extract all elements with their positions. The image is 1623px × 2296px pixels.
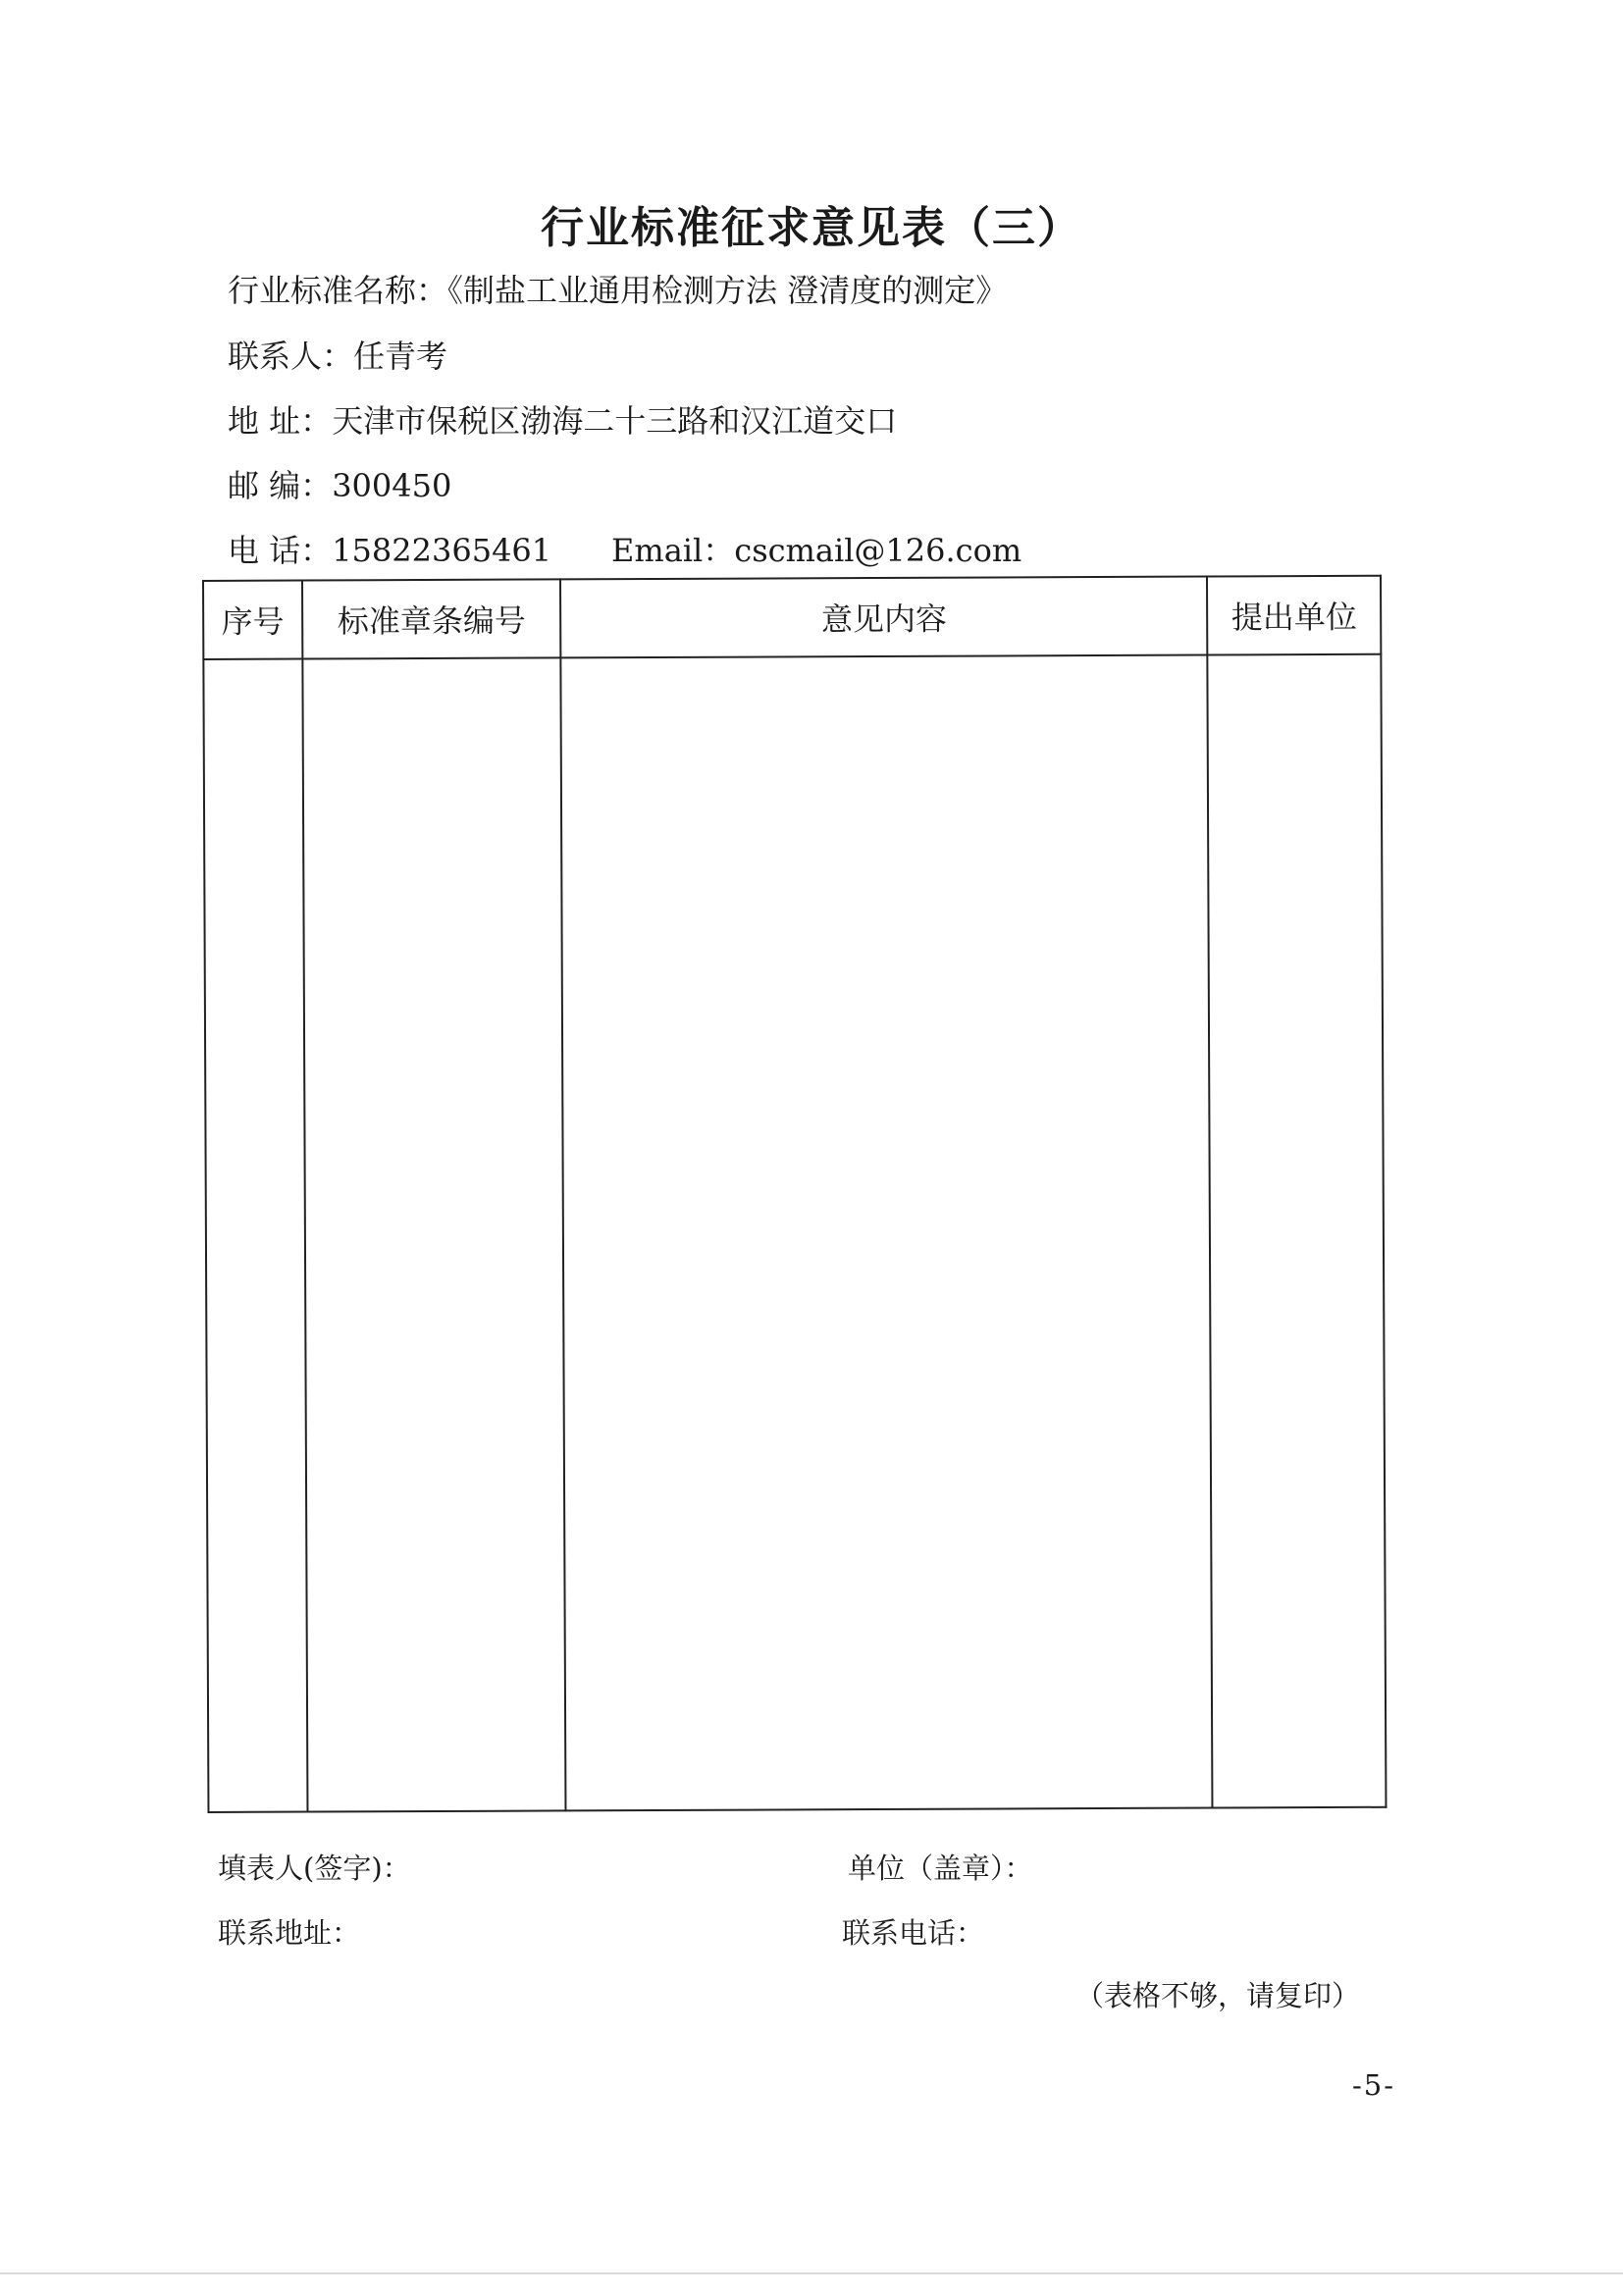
page-number: -5-	[1352, 2068, 1396, 2102]
header-clause-number: 标准章条编号	[302, 579, 561, 658]
contact-phone-label: 联系电话：	[842, 1916, 985, 1950]
cell-submitting-unit[interactable]	[1208, 654, 1387, 1808]
phone-value: 15822365461	[332, 532, 552, 569]
phone-email-line	[228, 531, 1111, 570]
contact-label: 联系人：	[228, 338, 354, 375]
table-header-row	[203, 576, 1381, 659]
unit-seal-label: 单位（盖章）：	[848, 1852, 1033, 1885]
standard-name-line	[228, 271, 1007, 310]
phone-label: 电 话：	[228, 532, 333, 569]
cell-comment-content[interactable]	[561, 655, 1213, 1811]
standard-name-label: 行业标准名称：	[228, 272, 448, 309]
table-row	[203, 654, 1386, 1812]
comment-table	[202, 575, 1387, 1813]
page-title: 行业标准征求意见表（三）	[541, 203, 1082, 253]
contact-value: 任青考	[353, 338, 448, 375]
email-label: Email：	[611, 532, 735, 569]
address-line	[228, 401, 897, 441]
address-value: 天津市保税区渤海二十三路和汉江道交口	[332, 402, 898, 440]
filler-signature-label: 填表人(签字)：	[218, 1852, 411, 1885]
page-bottom-edge	[0, 2272, 1623, 2274]
cell-serial-number[interactable]	[203, 659, 307, 1812]
standard-name-value: 《制盐工业通用检测方法 澄清度的测定》	[447, 272, 1008, 309]
header-submitting-unit: 提出单位	[1207, 576, 1381, 655]
cell-clause-number[interactable]	[302, 657, 566, 1811]
address-label: 地 址：	[228, 402, 333, 440]
contact-address-label: 联系地址：	[218, 1916, 361, 1950]
postcode-label: 邮 编：	[228, 467, 333, 504]
header-serial-number: 序号	[203, 581, 302, 659]
email-group	[611, 531, 1021, 570]
contact-line	[228, 337, 447, 376]
copy-note: （表格不够，请复印）	[1075, 1979, 1361, 2012]
email-value: cscmail@126.com	[734, 532, 1022, 569]
postcode-line	[228, 466, 451, 505]
header-comment-content: 意见内容	[560, 577, 1207, 658]
postcode-value: 300450	[332, 467, 452, 504]
